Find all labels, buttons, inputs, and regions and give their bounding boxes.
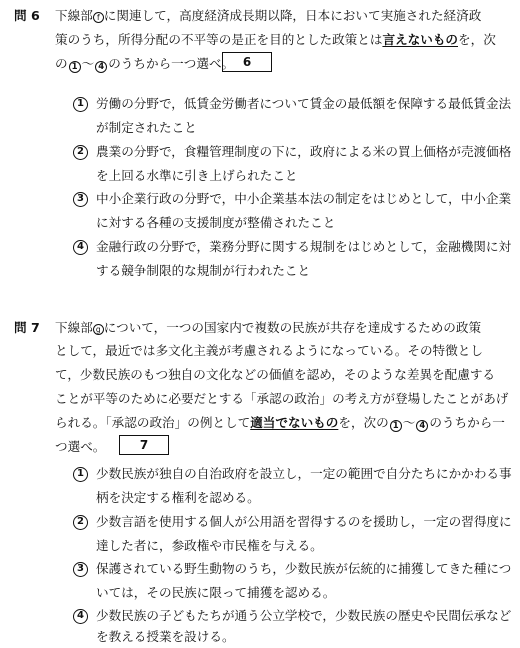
option-text-line-2: が制定されたこと xyxy=(96,120,197,135)
option-number-badge: 1 xyxy=(73,97,88,112)
option-text-line-2: 達した者に，参政権や市民権を与える。 xyxy=(96,538,323,553)
option-text-line-1: 少数言語を使用する個人が公用語を習得するのを援助し，一定の習得度に xyxy=(96,514,512,529)
option-number-badge: 4 xyxy=(73,240,88,255)
q7-emphasis: 適当でないもの xyxy=(250,415,339,430)
option-text-line-2: 柄を決定する権利を認める。 xyxy=(96,490,260,505)
q6-emphasis: 言えないもの xyxy=(382,32,458,47)
question-7-text-line-1 xyxy=(55,320,481,336)
option-text-line-1: 少数民族の子どもたちが通う公立学校で，少数民族の歴史や民間伝承など xyxy=(96,608,512,623)
q7-text-line-5-mid: を，次の xyxy=(338,415,389,430)
option-number-badge: 2 xyxy=(73,515,88,530)
range-separator: 〜 xyxy=(81,56,95,71)
option-text-line-1: 農業の分野で，食糧管理制度の下に，政府による米の買上価格が売渡価格 xyxy=(96,144,512,159)
range-end-number: 4 xyxy=(416,420,428,432)
option-text-line-1: 労働の分野で，低賃金労働者について賃金の最低額を保障する最低賃金法 xyxy=(96,96,512,111)
q6-text-line-2-end: を，次 xyxy=(458,32,496,47)
answer-box-6[interactable]: 6 xyxy=(222,52,272,72)
option-number-badge: 2 xyxy=(73,145,88,160)
question-7-text-line-6: つ選べ。 xyxy=(55,439,106,454)
option-text-line-1: 中小企業行政の分野で，中小企業基本法の制定をはじめとして，中小企業 xyxy=(96,191,512,206)
question-7-text-line-2: として，最近では多文化主義が考慮されるようになっている。その特徴とし xyxy=(55,343,483,358)
question-6-text-line-1 xyxy=(55,8,481,24)
question-7-text-line-3: て，少数民族のもつ独自の文化などの価値を認め，そのような差異を配慮する xyxy=(55,367,496,382)
underline-mark-g: g xyxy=(93,324,104,335)
option-text-line-2: を教える授業を設ける。 xyxy=(96,629,235,644)
question-6-text-line-2 xyxy=(55,32,496,48)
option-text-line-2: する競争制限的な規制が行われたこと xyxy=(96,263,311,278)
q7-text-line-1-rest: について，一つの国家内で複数の民族が共存を達成するための政策 xyxy=(103,320,482,335)
q6-text-underlined-ref: 下線部 xyxy=(55,8,93,23)
question-6-number: 問 6 xyxy=(14,8,40,23)
q6-text-line-3-end: のうちから一つ選べ。 xyxy=(108,56,235,71)
question-7-text-line-4: ことが平等のために必要だとする「承認の政治」の考え方が登場したことがあげ xyxy=(55,391,509,406)
range-start-number: 1 xyxy=(69,61,81,73)
underline-mark-f: f xyxy=(93,12,104,23)
q6-text-line-3-start: の xyxy=(55,56,68,71)
question-7-number: 問 7 xyxy=(14,320,40,335)
option-text-line-1: 金融行政の分野で，業務分野に関する規制をはじめとして，金融機関に対 xyxy=(96,239,512,254)
option-text-line-1: 少数民族が独自の自治政府を設立し，一定の範囲で自分たちにかかわる事 xyxy=(96,466,512,481)
answer-box-7[interactable]: 7 xyxy=(119,435,169,455)
q7-text-line-5-start: られる。「承認の政治」の例として xyxy=(55,415,251,430)
question-7-text-line-5 xyxy=(55,415,505,432)
option-number-badge: 1 xyxy=(73,467,88,482)
q6-text-line-1-rest: に関連して，高度経済成長期以降，日本において実施された経済政 xyxy=(103,8,482,23)
option-number-badge: 4 xyxy=(73,609,88,624)
option-text-line-2: を上回る水準に引き上げられたこと xyxy=(96,168,298,183)
range-start-number: 1 xyxy=(390,420,402,432)
range-separator: 〜 xyxy=(402,415,416,430)
option-text-line-2: に対する各種の支援制度が整備されたこと xyxy=(96,215,336,230)
option-number-badge: 3 xyxy=(73,192,88,207)
option-text-line-1: 保護されている野生動物のうち，少数民族が伝統的に捕獲してきた種につ xyxy=(96,561,512,576)
option-number-badge: 3 xyxy=(73,562,88,577)
question-6-text-line-3 xyxy=(55,56,234,73)
q6-text-line-2-start: 策のうち，所得分配の不平等の是正を目的とした政策とは xyxy=(55,32,383,47)
range-end-number: 4 xyxy=(95,61,107,73)
q7-text-underlined-ref: 下線部 xyxy=(55,320,93,335)
q7-text-line-5-end: のうちから一 xyxy=(429,415,505,430)
option-text-line-2: いては，その民族に限って捕獲を認める。 xyxy=(96,585,336,600)
